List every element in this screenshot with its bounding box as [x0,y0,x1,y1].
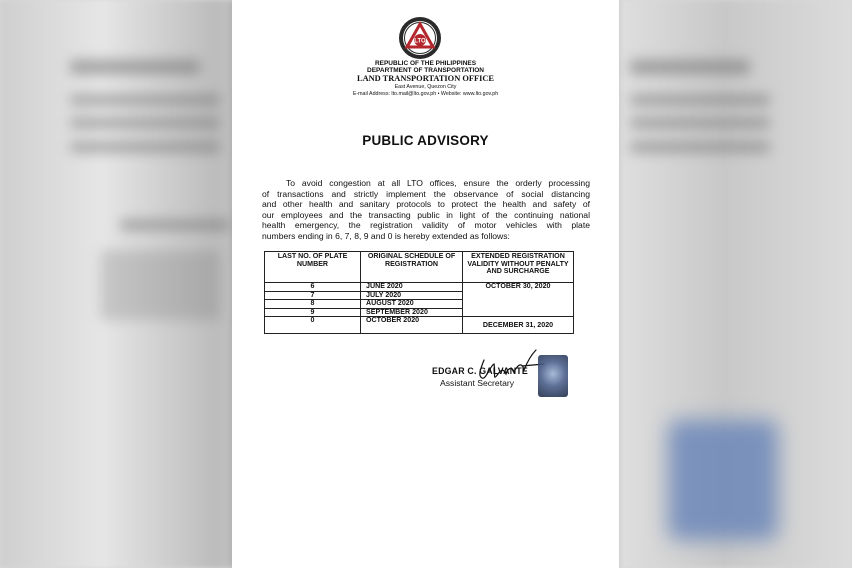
original-cell: SEPTEMBER 2020 [361,308,463,317]
signatory-position: Assistant Secretary [440,378,515,388]
original-cell: JULY 2020 [361,291,463,300]
advisory-document [232,0,619,568]
advisory-body [262,178,590,242]
plate-cell: 0 [265,317,361,334]
table-header-row [265,252,574,283]
body-line: and other health and sanitary protocols to protect the health and safety of [262,199,590,210]
plate-cell: 7 [265,291,361,300]
header-plate: LAST NO. OF PLATE NUMBER [265,252,361,283]
seal-text: LTO [414,38,426,45]
plate-cell: 9 [265,308,361,317]
letterhead-address: East Avenue, Quezon City [394,84,457,90]
body-line: numbers ending in 6, 7, 8, 9 and 0 is hereby extended as follows: [262,230,510,241]
body-line: To avoid congestion at all LTO offices, ensure the orderly processing [286,178,590,188]
letterhead-contact: E-mail Address: lto.mail@lto.gov.ph • Website: www.lto.gov.ph [352,91,499,97]
original-cell: OCTOBER 2020 [361,317,463,334]
header-original: ORIGINAL SCHEDULE OF REGISTRATION [361,252,463,283]
table-row [265,317,574,334]
original-cell: AUGUST 2020 [361,300,463,309]
header-extended: EXTENDED REGISTRATION VALIDITY WITHOUT PENALTY AND SURCHARGE [463,252,574,283]
extended-cell: OCTOBER 30, 2020 [463,283,574,317]
body-line: of transactions and strictly implement the observance of social distancing [262,188,590,199]
document-title: PUBLIC ADVISORY [362,133,489,148]
registration-schedule-table [264,251,574,334]
plate-cell: 8 [265,300,361,309]
official-stamp-icon [538,355,568,397]
letterhead-republic: REPUBLIC OF THE PHILIPPINES [374,60,477,67]
signatory-name: EDGAR C. GALVANTE [432,366,528,376]
plate-cell: 6 [265,283,361,292]
body-line: health emergency, the registration validity of motor vehicles with plate [262,220,590,231]
original-cell: JUNE 2020 [361,283,463,292]
body-line: our employees and the transacting public in light of the continuing national [262,209,590,220]
extended-cell: DECEMBER 31, 2020 [463,317,574,334]
letterhead-office: LAND TRANSPORTATION OFFICE [357,74,494,83]
lto-seal-icon [398,16,442,60]
letterhead-department: DEPARTMENT OF TRANSPORTATION [367,67,484,74]
table-row [265,283,574,292]
